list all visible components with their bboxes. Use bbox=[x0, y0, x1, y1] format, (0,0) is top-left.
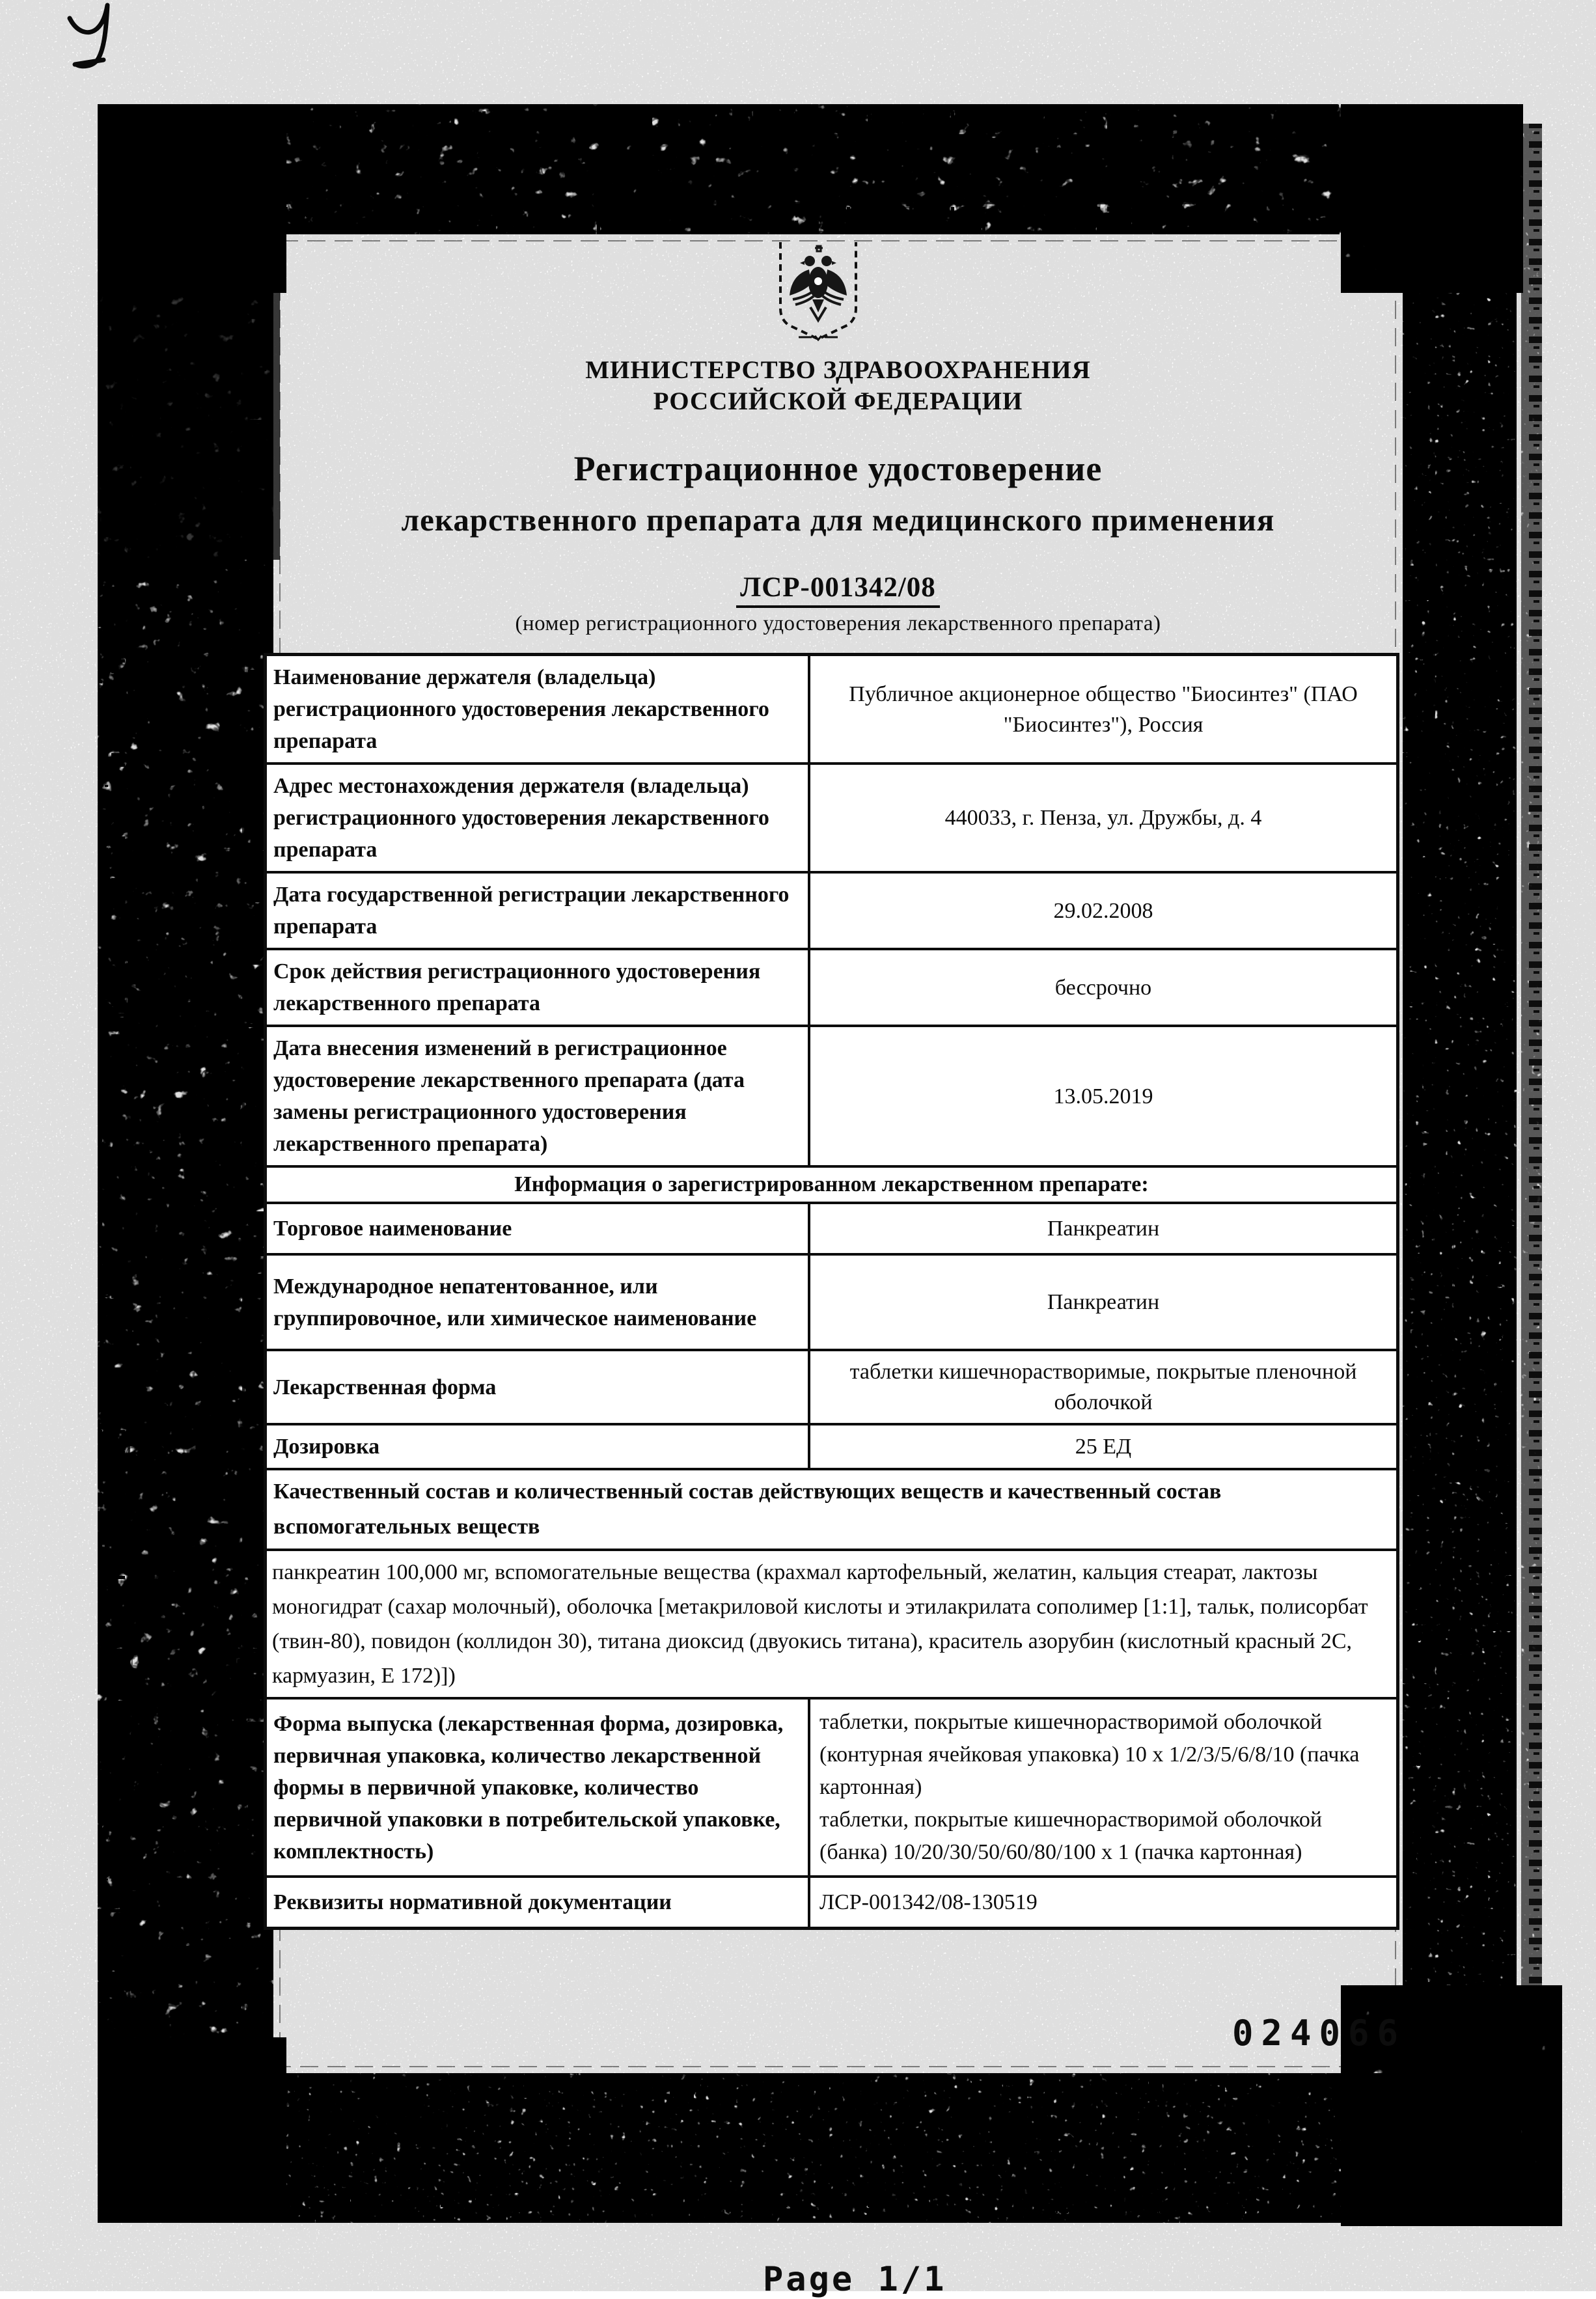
row-value: 13.05.2019 bbox=[1053, 1084, 1153, 1108]
table-row bbox=[267, 871, 1396, 948]
row-label: Форма выпуска (лекарственная форма, дозировка, первичная упаковка, количество лекарственной формы в первичной упаковке, количество первичной упаковки в потребительской упаковке, комплектность) bbox=[267, 1700, 810, 1875]
handwritten-mark bbox=[36, 0, 166, 91]
russia-coat-of-arms-icon bbox=[776, 240, 860, 345]
registration-table bbox=[264, 653, 1399, 1930]
serial-number: 024066 bbox=[1232, 2013, 1407, 2054]
page-footer: Page 1/1 bbox=[763, 2260, 947, 2299]
registration-number-block bbox=[273, 571, 1403, 636]
title-line1: Регистрационное удостоверение bbox=[573, 449, 1103, 488]
double-headed-eagle bbox=[790, 246, 847, 320]
ministry-line2: РОССИЙСКОЙ ФЕДЕРАЦИИ bbox=[653, 387, 1023, 415]
info-section-header-row bbox=[267, 1165, 1396, 1202]
row-value: Публичное акционерное общество "Биосинтез" (ПАО "Биосинтез"), Россия bbox=[849, 681, 1358, 737]
registration-number-caption: (номер регистрационного удостоверения лекарственного препарата) bbox=[515, 612, 1161, 635]
table-row bbox=[267, 656, 1396, 762]
table-row bbox=[267, 1253, 1396, 1349]
row-label: Дата государственной регистрации лекарственного препарата bbox=[267, 874, 810, 948]
row-value: 440033, г. Пенза, ул. Дружбы, д. 4 bbox=[944, 806, 1262, 830]
row-label: Дата внесения изменений в регистрационное удостоверение лекарственного препарата (дата замены регистрационного удостоверения лекарственного препарата) bbox=[267, 1027, 810, 1165]
release-variant-1: таблетки, покрытые кишечнорастворимой оболочкой (контурная ячейковая упаковка) 10 х 1/2/3/5/6/8/10 (пачка картонная) bbox=[819, 1710, 1360, 1799]
table-row bbox=[267, 1349, 1396, 1423]
info-section-title: Информация о зарегистрированном лекарственном препарате: bbox=[514, 1172, 1149, 1196]
row-label: Международное непатентованное, или группировочное, или химическое наименование bbox=[267, 1256, 810, 1349]
registration-number: ЛСР-001342/08 bbox=[736, 571, 940, 608]
row-value: Панкреатин bbox=[1047, 1290, 1160, 1314]
table-row bbox=[267, 1025, 1396, 1165]
composition-text-row bbox=[267, 1549, 1396, 1697]
row-label: Адрес местонахождения держателя (владельца) регистрационного удостоверения лекарственного препарата bbox=[267, 765, 810, 871]
table-row bbox=[267, 948, 1396, 1025]
row-value: 29.02.2008 bbox=[1053, 898, 1153, 923]
row-label: Лекарственная форма bbox=[267, 1351, 810, 1423]
normative-docs-row bbox=[267, 1875, 1396, 1927]
release-form-row bbox=[267, 1697, 1396, 1875]
table-row bbox=[267, 1423, 1396, 1468]
composition-header-row bbox=[267, 1468, 1396, 1549]
row-value: Панкреатин bbox=[1047, 1217, 1160, 1241]
title-line2: лекарственного препарата для медицинского применения bbox=[401, 502, 1275, 538]
row-value: таблетки кишечнорастворимые, покрытые пленочной оболочкой bbox=[849, 1360, 1357, 1414]
row-value: бессрочно bbox=[1054, 975, 1152, 1000]
row-label: Наименование держателя (владельца) регистрационного удостоверения лекарственного препарата bbox=[267, 656, 810, 762]
row-label: Дозировка bbox=[267, 1425, 810, 1468]
row-value bbox=[810, 1700, 1396, 1875]
row-label: Срок действия регистрационного удостоверения лекарственного препарата bbox=[267, 950, 810, 1025]
document-title bbox=[221, 449, 1455, 538]
composition-header: Качественный состав и количественный состав действующих веществ и качественный состав вспомогательных веществ bbox=[273, 1480, 1222, 1539]
row-value: 25 ЕД bbox=[1075, 1435, 1132, 1459]
table-row bbox=[267, 762, 1396, 871]
row-value: ЛСР-001342/08-130519 bbox=[819, 1890, 1038, 1914]
row-label: Реквизиты нормативной документации bbox=[267, 1878, 810, 1927]
ministry-line1: МИНИСТЕРСТВО ЗДРАВООХРАНЕНИЯ bbox=[585, 356, 1091, 384]
table-row bbox=[267, 1202, 1396, 1253]
release-variant-2: таблетки, покрытые кишечнорастворимой оболочкой (банка) 10/20/30/50/60/80/100 х 1 (пачка картонная) bbox=[819, 1808, 1323, 1864]
ministry-header bbox=[273, 355, 1403, 417]
composition-text: панкреатин 100,000 мг, вспомогательные вещества (крахмал картофельный, желатин, кальция стеарат, лактозы моногидрат (сахар молочный), оболочка [метакриловой кислоты и этилакрилата сополимер [1:1], тальк, полисорбат (твин-80), повидон (коллидон 30), титана диоксид (двуокись титана), краситель азорубин (кислотный красный 2С, кармуазин, Е 172)]) bbox=[272, 1560, 1368, 1688]
row-label: Торговое наименование bbox=[267, 1204, 810, 1253]
